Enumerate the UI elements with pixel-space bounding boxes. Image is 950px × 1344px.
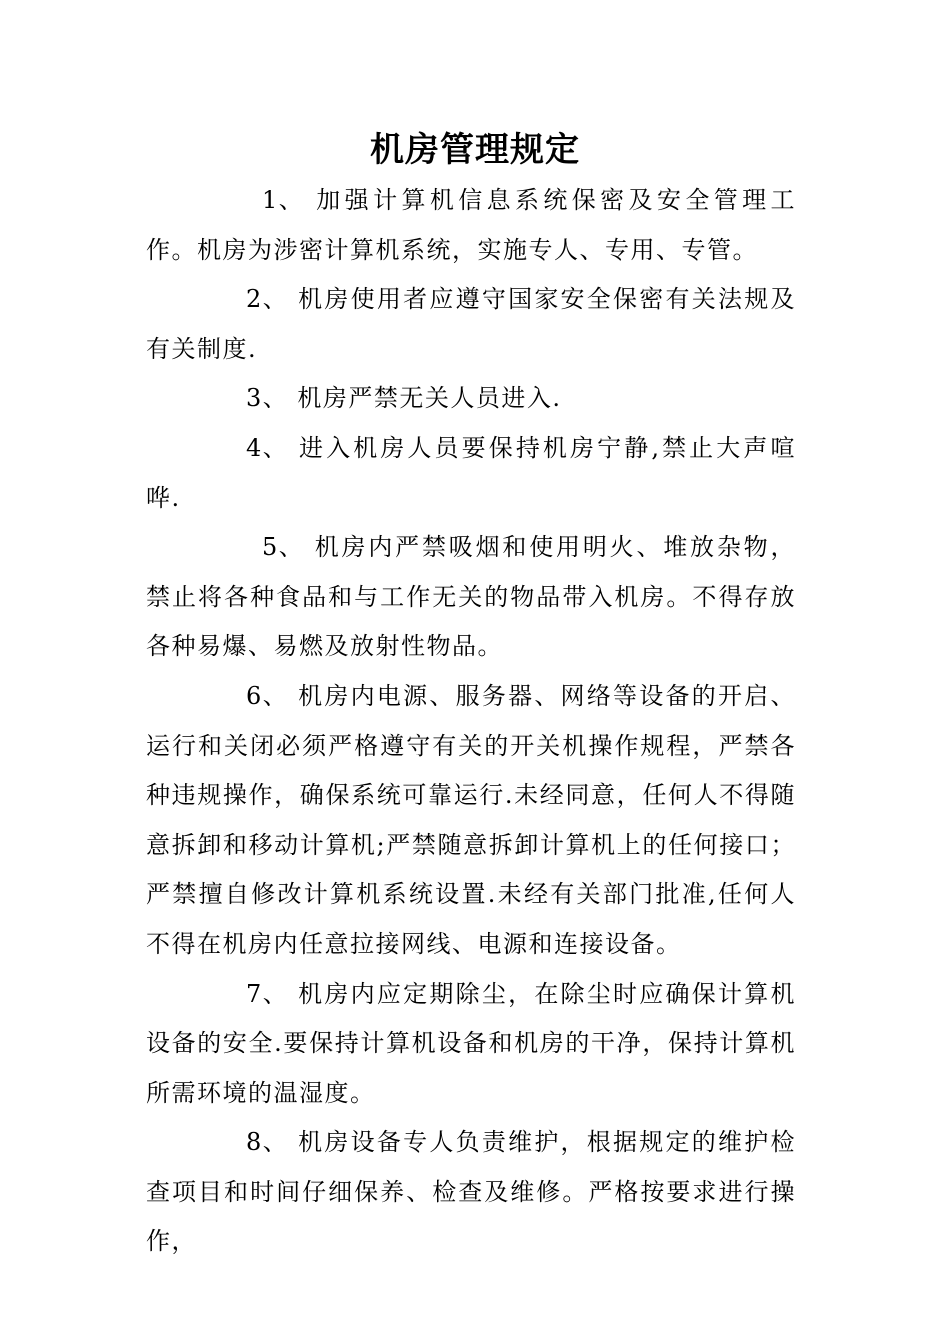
rule-text: 机房使用者应遵守国家安全保密有关法规及有关制度. (146, 285, 796, 363)
rule-number: 5、 (262, 533, 305, 562)
rule-text: 机房内应定期除尘，在除尘时应确保计算机设备的安全.要保持计算机设备和机房的干净，保持计算机所需环境的温湿度。 (146, 979, 796, 1107)
rule-number: 4、 (246, 433, 289, 462)
rule-text: 进入机房人员要保持机房宁静,禁止大声喧哗. (146, 433, 796, 512)
rule-item-7 (146, 970, 796, 1119)
rule-text: 机房内电源、服务器、网络等设备的开启、运行和关闭必须严格遵守有关的开关机操作规程，严禁各种违规操作，确保系统可靠运行.未经同意，任何人不得随意拆卸和移动计算机;严禁随意拆卸计算机上的任何接口；严禁擅自修改计算机系统设置.未经有关部门批准,任何人不得在机房内任意拉接网线、电源和连接设备。 (146, 681, 796, 958)
rule-text: 机房设备专人负责维护，根据规定的维护检查项目和时间仔细保养、检查及维修。严格按要求进行操作， (146, 1128, 796, 1256)
rule-item-6 (146, 672, 796, 970)
rule-item-2 (146, 275, 796, 374)
rule-text: 加强计算机信息系统保密及安全管理工作。机房为涉密计算机系统，实施专人、专用、专管。 (146, 186, 796, 264)
rule-text: 机房严禁无关人员进入. (288, 384, 562, 413)
rule-text: 机房内严禁吸烟和使用明火、堆放杂物，禁止将各种食品和与工作无关的物品带入机房。不得存放各种易爆、易燃及放射性物品。 (146, 533, 796, 661)
rule-item-1 (146, 176, 796, 275)
rule-number: 3、 (246, 384, 289, 413)
document-body (146, 176, 796, 1267)
rule-item-5 (146, 523, 796, 672)
rule-number: 7、 (246, 979, 289, 1008)
rule-item-3 (146, 374, 796, 424)
document-title: 机房管理规定 (370, 130, 580, 170)
rule-number: 1、 (262, 186, 305, 214)
rule-number: 6、 (246, 681, 289, 710)
rule-item-8 (146, 1118, 796, 1267)
rule-number: 2、 (246, 285, 289, 314)
rule-item-4 (146, 424, 796, 523)
rule-number: 8、 (246, 1128, 289, 1157)
